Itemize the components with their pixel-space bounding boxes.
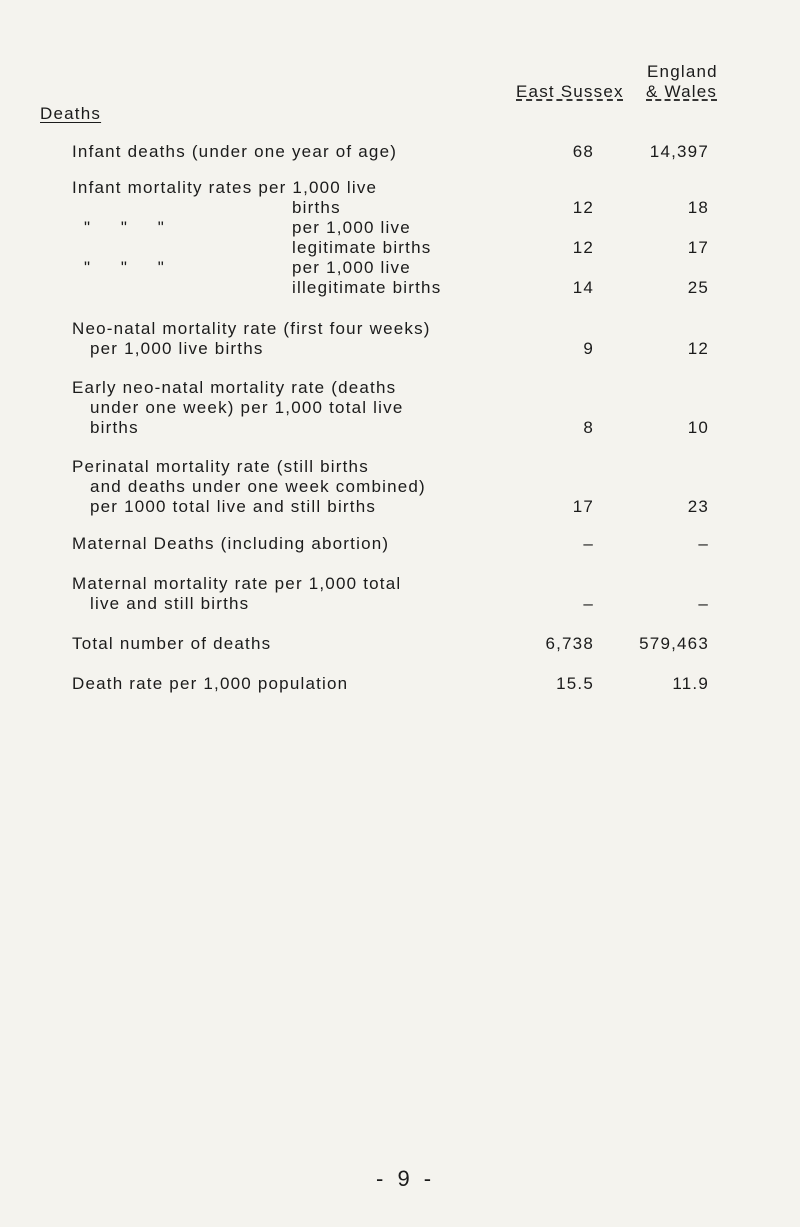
value-ew-infant-deaths: 14,397	[649, 142, 709, 161]
row-label-perinatal-line1: Perinatal mortality rate (still births	[72, 457, 369, 476]
header-wales: & Wales	[646, 82, 718, 101]
row-label-illegit-line2: illegitimate births	[292, 278, 442, 297]
value-ew-infant-rate: 18	[687, 198, 709, 217]
row-label-legit-line1: per 1,000 live	[292, 218, 411, 237]
value-es-neonatal: 9	[583, 339, 594, 358]
value-es-legit: 12	[572, 238, 594, 257]
row-label-perinatal-line3: per 1000 total live and still births	[90, 497, 377, 516]
row-label-maternal-deaths: Maternal Deaths (including abortion)	[72, 534, 390, 553]
value-ew-illegit: 25	[687, 278, 709, 297]
row-label-maternal-rate-line1: Maternal mortality rate per 1,000 total	[72, 574, 402, 593]
value-ew-early-neonatal: 10	[687, 418, 709, 437]
value-es-total-deaths: 6,738	[545, 634, 594, 653]
row-label-infant-rate-line2: births	[292, 198, 341, 217]
section-title: Deaths	[40, 104, 102, 123]
row-label-early-neonatal-line3: births	[90, 418, 139, 437]
value-ew-death-rate: 11.9	[672, 674, 709, 693]
row-label-death-rate: Death rate per 1,000 population	[72, 674, 349, 693]
value-ew-legit: 17	[687, 238, 709, 257]
row-label-neonatal-line2: per 1,000 live births	[90, 339, 264, 358]
header-east-sussex: East Sussex	[516, 82, 624, 101]
header-england: England	[647, 62, 718, 81]
page-number: - 9 -	[376, 1166, 436, 1191]
value-es-illegit: 14	[572, 278, 594, 297]
row-label-early-neonatal-line1: Early neo-natal mortality rate (deaths	[72, 378, 397, 397]
value-es-maternal-rate: –	[583, 594, 594, 613]
ditto-marks-illegit: " " "	[84, 258, 165, 277]
value-es-infant-rate: 12	[572, 198, 594, 217]
ditto-marks-legit: " " "	[84, 218, 165, 237]
value-es-perinatal: 17	[572, 497, 594, 516]
value-ew-maternal-deaths: –	[698, 534, 709, 553]
row-label-infant-deaths: Infant deaths (under one year of age)	[72, 142, 398, 161]
row-label-illegit-line1: per 1,000 live	[292, 258, 411, 277]
row-label-perinatal-line2: and deaths under one week combined)	[90, 477, 426, 496]
value-ew-neonatal: 12	[687, 339, 709, 358]
value-ew-perinatal: 23	[687, 497, 709, 516]
value-es-early-neonatal: 8	[583, 418, 594, 437]
value-es-death-rate: 15.5	[556, 674, 594, 693]
row-label-early-neonatal-line2: under one week) per 1,000 total live	[90, 398, 404, 417]
row-label-maternal-rate-line2: live and still births	[90, 594, 250, 613]
value-es-infant-deaths: 68	[572, 142, 594, 161]
value-ew-total-deaths: 579,463	[639, 634, 709, 653]
row-label-legit-line2: legitimate births	[292, 238, 432, 257]
row-label-total-deaths: Total number of deaths	[72, 634, 272, 653]
value-es-maternal-deaths: –	[583, 534, 594, 553]
value-ew-maternal-rate: –	[698, 594, 709, 613]
row-label-neonatal-line1: Neo-natal mortality rate (first four weeks)	[72, 319, 431, 338]
row-label-infant-rate-line1: Infant mortality rates per 1,000 live	[72, 178, 378, 197]
